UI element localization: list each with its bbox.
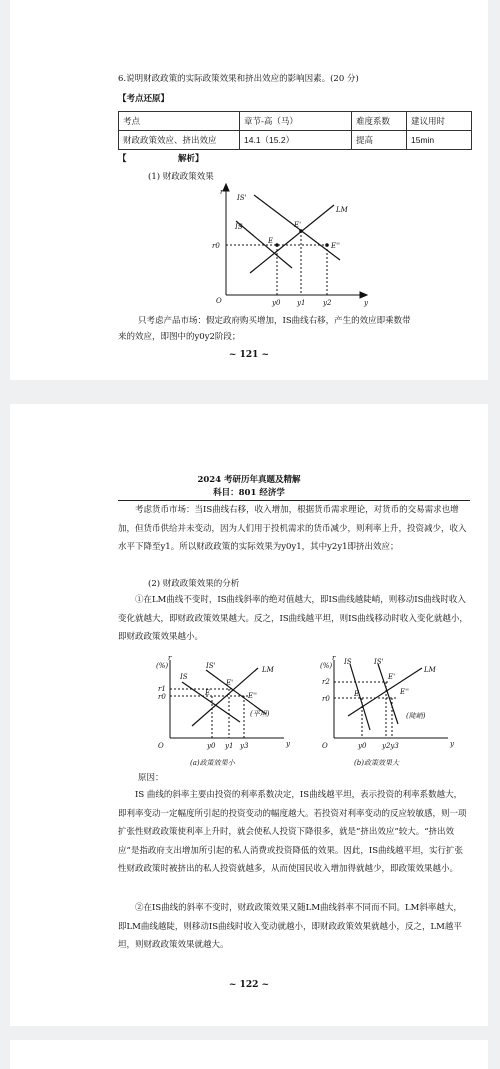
running-subtitle: 科目：801 经济学: [213, 488, 285, 498]
item1-heading: (1) 财政政策效果: [148, 172, 214, 182]
reason-label: 原因：: [138, 773, 164, 783]
analysis-bracket: 【: [118, 154, 127, 164]
x-axis-label: y: [450, 740, 454, 748]
origin-label: O: [216, 297, 222, 305]
y1-label: y1: [225, 742, 234, 750]
graph-b-steep-is: [308, 654, 458, 772]
e-double-prime-label: E'': [400, 688, 409, 696]
is-prime-label: IS': [237, 194, 247, 202]
e-label: E: [205, 689, 211, 697]
is-label: IS: [235, 223, 243, 231]
page-number: ~ 121 ~: [228, 350, 270, 360]
is-prime-label: IS': [206, 662, 216, 670]
flat-note: (平坦): [250, 710, 270, 718]
table-cell: 14.1（15.2）: [240, 131, 352, 150]
question-text: 6.说明财政政策的实际政策效果和挤出效应的影响因素。(20 分): [118, 74, 359, 84]
y-axis-arrow: [223, 184, 229, 191]
lm-label: LM: [424, 666, 436, 674]
is-curve: [350, 664, 370, 730]
caption-b: (b)政策效果大: [354, 759, 399, 767]
e-label: E: [268, 237, 274, 245]
y0-label: y0: [358, 742, 367, 750]
y1-label: y1: [297, 299, 306, 307]
y0-label: y0: [272, 299, 281, 307]
is-label: IS: [344, 658, 352, 666]
running-title: 2024 考研历年真题及精解: [197, 475, 301, 485]
y0-label: y0: [207, 742, 216, 750]
steep-note: (陡峭): [406, 712, 426, 720]
item2-heading: (2) 财政政策效果的分析: [148, 579, 240, 589]
analysis-label: 解析】: [178, 154, 204, 164]
body-text-line1: 只考虑产品市场：假定政府购买增加，IS曲线右移，产生的效应即乘数带: [138, 316, 411, 326]
point-e-prime: [299, 229, 303, 233]
point-e: [275, 243, 279, 247]
r1-label: r1: [158, 685, 166, 693]
table-row: [119, 131, 472, 150]
page-number: ~ 122 ~: [228, 980, 270, 990]
e-prime-label: E': [226, 679, 234, 687]
page-122: [10, 404, 488, 1026]
r2-label: r2: [322, 678, 330, 686]
e-double-prime-label: E'': [331, 242, 340, 250]
caption-a: (a)政策效果小: [190, 759, 235, 767]
page-123-partial: [10, 1040, 488, 1069]
r0-label: r0: [322, 695, 330, 703]
e-prime-label: E': [294, 221, 302, 229]
paragraph-lm-constant: ①在LM曲线不变时，IS曲线斜率的绝对值越大，即IS曲线越陡峭，则移动IS曲线时收入变化就越大，即财政政策效果越大。反之，IS曲线越平坦，则IS曲线移动时收入变化就越小，即财政政策效果越小。: [118, 595, 468, 642]
unit-label: (%): [156, 662, 169, 670]
table-cell: 财政政策效应、挤出效应: [119, 131, 240, 150]
table-cell: 15min: [407, 131, 472, 150]
y2y3-label: y2y3: [382, 742, 399, 750]
unit-label: (%): [320, 662, 333, 670]
is-prime-label: IS': [374, 658, 384, 666]
table-cell: 提高: [352, 131, 407, 150]
page-121: [10, 0, 488, 380]
table-header-cell: 章节-高（马）: [240, 112, 352, 131]
e-prime-label: E': [388, 673, 396, 681]
paragraph-reason: IS 曲线的斜率主要由投资的利率系数决定，IS曲线越平坦，表示投资的利率系数越大，即利率变动一定幅度所引起的投资变动的幅度越大。若投资对利率变动的反应较敏感，则一项扩张性财政政策使利率上升时，就会使私人投资下降很多，就是“挤出效应”较大。“挤出效应”是指政府支出增加所引起的私人消费或投资降低的效果。因此，IS曲线越平坦，实行扩张性财政政策时被挤出的私人投资就越多，从而使国民收入增加得就越少，即政策效果越小。: [118, 790, 467, 874]
is-prime-curve: [206, 670, 266, 714]
table-header-row: [119, 112, 472, 131]
x-axis-label: y: [286, 740, 290, 748]
x-axis-label: y: [364, 299, 368, 307]
table-header-cell: 难度系数: [352, 112, 407, 131]
info-table: [118, 111, 472, 150]
x-axis-arrow: [360, 292, 367, 298]
r0-label: r0: [158, 693, 166, 701]
origin-label: O: [158, 742, 164, 750]
table-header-cell: 考点: [119, 112, 240, 131]
is-label: IS: [180, 673, 188, 681]
lm-curve: [250, 205, 334, 273]
is-lm-graph: [200, 183, 380, 311]
section-header: 【考点还原】: [118, 94, 170, 104]
body-text-line2: 来的效应，即图中的y0y2阶段；: [118, 332, 241, 342]
paragraph-money-market: 考虑货币市场：当IS曲线右移，收入增加，根据货币需求理论，对货币的交易需求也增加，但货币供给并未变动，因为人们用于投机需求的货币减少，则利率上升，投资减少，收入水平下降至y1。所以财政政策的实际效果为y0y1，其中y2y1即挤出效应；: [118, 505, 467, 552]
graph-a-flat-is: [144, 654, 294, 772]
y-axis-label: r: [168, 654, 172, 662]
point-e-double-prime: [325, 243, 329, 247]
table-header-cell: 建议用时: [407, 112, 472, 131]
y-axis-label: r: [220, 188, 224, 196]
lm-label: LM: [336, 206, 348, 214]
y3-label: y3: [240, 742, 249, 750]
origin-label: O: [322, 742, 328, 750]
lm-label: LM: [262, 666, 274, 674]
y-axis-label: r: [332, 654, 336, 662]
paragraph-is-constant: ②在IS曲线的斜率不变时，财政政策效果又随LM曲线斜率不同而不同。LM斜率越大，即LM曲线越陡，则移动IS曲线时收入变动就越小，即财政政策效果就越小，反之，LM越平坦，则财政政策效果就越大。: [118, 903, 462, 950]
e-label: E: [354, 690, 360, 698]
e-double-prime-label: E'': [248, 692, 257, 700]
r0-label: r0: [212, 242, 220, 250]
y2-label: y2: [323, 299, 332, 307]
